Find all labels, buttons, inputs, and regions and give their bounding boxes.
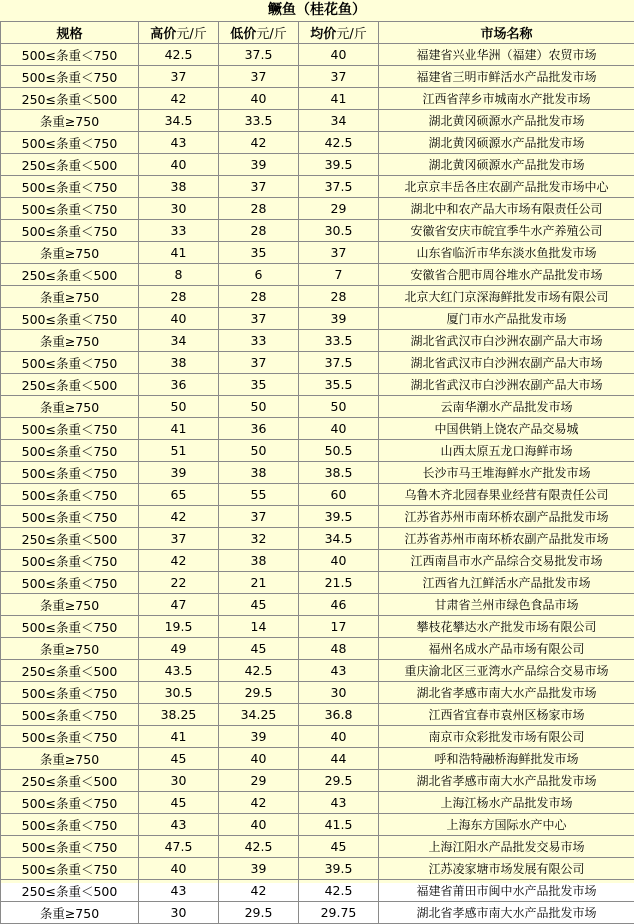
table-row [1, 858, 634, 880]
cell-market: 山东省临沂市华东淡水鱼批发市场 [379, 242, 634, 264]
table-row [1, 594, 634, 616]
cell-spec: 条重≥750 [1, 242, 139, 264]
table-row [1, 902, 634, 924]
header-low-label: 低价 [230, 27, 256, 42]
cell-spec: 500≤条重＜750 [1, 220, 139, 242]
table-row [1, 44, 634, 66]
cell-avg-price: 39.5 [299, 506, 379, 528]
cell-low-price: 33.5 [219, 110, 299, 132]
cell-spec: 条重≥750 [1, 748, 139, 770]
table-row [1, 110, 634, 132]
cell-low-price: 42 [219, 792, 299, 814]
cell-spec: 250≤条重＜500 [1, 880, 139, 902]
cell-avg-price: 30 [299, 682, 379, 704]
table-row [1, 396, 634, 418]
table-row [1, 660, 634, 682]
cell-high-price: 45 [139, 748, 219, 770]
cell-spec: 条重≥750 [1, 110, 139, 132]
header-market: 市场名称 [379, 22, 634, 44]
cell-market: 重庆渝北区三亚湾水产品综合交易市场 [379, 660, 634, 682]
cell-high-price: 28 [139, 286, 219, 308]
cell-market: 江苏省苏州市南环桥农副产品批发市场 [379, 506, 634, 528]
cell-low-price: 45 [219, 638, 299, 660]
table-body [1, 44, 634, 924]
cell-avg-price: 29.5 [299, 770, 379, 792]
cell-avg-price: 35.5 [299, 374, 379, 396]
cell-avg-price: 39.5 [299, 154, 379, 176]
header-low-unit: 元/斤 [256, 27, 286, 42]
cell-low-price: 33 [219, 330, 299, 352]
cell-spec: 250≤条重＜500 [1, 660, 139, 682]
cell-spec: 250≤条重＜500 [1, 154, 139, 176]
cell-avg-price: 44 [299, 748, 379, 770]
cell-high-price: 47.5 [139, 836, 219, 858]
table-row [1, 88, 634, 110]
cell-market: 江西省萍乡市城南水产批发市场 [379, 88, 634, 110]
cell-low-price: 34.25 [219, 704, 299, 726]
cell-market: 上海江阳水产品批发交易市场 [379, 836, 634, 858]
cell-high-price: 47 [139, 594, 219, 616]
cell-high-price: 33 [139, 220, 219, 242]
table-row [1, 748, 634, 770]
cell-avg-price: 41 [299, 88, 379, 110]
cell-low-price: 37 [219, 176, 299, 198]
cell-low-price: 39 [219, 858, 299, 880]
cell-spec: 500≤条重＜750 [1, 704, 139, 726]
cell-low-price: 39 [219, 154, 299, 176]
cell-low-price: 38 [219, 550, 299, 572]
table-row [1, 308, 634, 330]
cell-low-price: 29.5 [219, 682, 299, 704]
cell-market: 湖北省孝感市南大水产品批发市场 [379, 682, 634, 704]
cell-avg-price: 34.5 [299, 528, 379, 550]
cell-market: 北京大红门京深海鲜批发市场有限公司 [379, 286, 634, 308]
cell-avg-price: 29 [299, 198, 379, 220]
header-spec: 规格 [1, 22, 139, 44]
table-row [1, 198, 634, 220]
cell-market: 安徽省合肥市周谷堆水产品批发市场 [379, 264, 634, 286]
cell-high-price: 45 [139, 792, 219, 814]
cell-high-price: 50 [139, 396, 219, 418]
cell-spec: 条重≥750 [1, 594, 139, 616]
cell-high-price: 41 [139, 418, 219, 440]
cell-low-price: 29 [219, 770, 299, 792]
cell-spec: 条重≥750 [1, 902, 139, 924]
table-title: 鳜鱼（桂花鱼） [0, 0, 634, 21]
cell-low-price: 45 [219, 594, 299, 616]
cell-low-price: 14 [219, 616, 299, 638]
cell-low-price: 42 [219, 880, 299, 902]
cell-spec: 250≤条重＜500 [1, 770, 139, 792]
cell-high-price: 42 [139, 506, 219, 528]
cell-market: 上海东方国际水产中心 [379, 814, 634, 836]
cell-low-price: 28 [219, 198, 299, 220]
cell-high-price: 30 [139, 770, 219, 792]
table-row [1, 528, 634, 550]
cell-market: 福建省三明市鲜活水产品批发市场 [379, 66, 634, 88]
cell-spec: 500≤条重＜750 [1, 440, 139, 462]
cell-market: 江西省宜春市袁州区杨家市场 [379, 704, 634, 726]
cell-high-price: 8 [139, 264, 219, 286]
cell-spec: 500≤条重＜750 [1, 792, 139, 814]
header-high [139, 22, 219, 44]
cell-market: 北京京丰岳各庄农副产品批发市场中心 [379, 176, 634, 198]
cell-avg-price: 40 [299, 418, 379, 440]
cell-avg-price: 41.5 [299, 814, 379, 836]
cell-low-price: 50 [219, 396, 299, 418]
cell-avg-price: 39 [299, 308, 379, 330]
cell-high-price: 41 [139, 726, 219, 748]
cell-high-price: 22 [139, 572, 219, 594]
cell-spec: 条重≥750 [1, 286, 139, 308]
cell-avg-price: 36.8 [299, 704, 379, 726]
cell-high-price: 43 [139, 814, 219, 836]
table-row [1, 66, 634, 88]
cell-low-price: 28 [219, 286, 299, 308]
cell-low-price: 50 [219, 440, 299, 462]
cell-avg-price: 40 [299, 44, 379, 66]
table-row [1, 814, 634, 836]
cell-high-price: 42 [139, 88, 219, 110]
cell-market: 山西太原五龙口海鲜市场 [379, 440, 634, 462]
cell-avg-price: 40 [299, 726, 379, 748]
cell-avg-price: 39.5 [299, 858, 379, 880]
cell-high-price: 49 [139, 638, 219, 660]
cell-spec: 500≤条重＜750 [1, 44, 139, 66]
table-row [1, 616, 634, 638]
cell-market: 云南华潮水产品批发市场 [379, 396, 634, 418]
cell-market: 厦门市水产品批发市场 [379, 308, 634, 330]
cell-spec: 250≤条重＜500 [1, 88, 139, 110]
cell-low-price: 37 [219, 506, 299, 528]
cell-low-price: 42.5 [219, 660, 299, 682]
cell-market: 福州名成水产品市场有限公司 [379, 638, 634, 660]
table-row [1, 704, 634, 726]
cell-spec: 500≤条重＜750 [1, 858, 139, 880]
cell-market: 南京市众彩批发市场有限公司 [379, 726, 634, 748]
table-row [1, 286, 634, 308]
cell-high-price: 30 [139, 902, 219, 924]
cell-low-price: 35 [219, 374, 299, 396]
cell-market: 上海江杨水产品批发市场 [379, 792, 634, 814]
cell-low-price: 39 [219, 726, 299, 748]
table-row [1, 440, 634, 462]
cell-market: 湖北中和农产品大市场有限责任公司 [379, 198, 634, 220]
table-row [1, 506, 634, 528]
cell-low-price: 37.5 [219, 44, 299, 66]
cell-avg-price: 28 [299, 286, 379, 308]
table-row [1, 264, 634, 286]
cell-low-price: 37 [219, 66, 299, 88]
cell-low-price: 32 [219, 528, 299, 550]
cell-avg-price: 40 [299, 550, 379, 572]
cell-avg-price: 50.5 [299, 440, 379, 462]
table-row [1, 726, 634, 748]
table-row [1, 418, 634, 440]
cell-high-price: 37 [139, 528, 219, 550]
cell-high-price: 30.5 [139, 682, 219, 704]
cell-spec: 500≤条重＜750 [1, 462, 139, 484]
cell-spec: 500≤条重＜750 [1, 506, 139, 528]
cell-low-price: 40 [219, 814, 299, 836]
header-avg [299, 22, 379, 44]
cell-high-price: 40 [139, 308, 219, 330]
cell-low-price: 6 [219, 264, 299, 286]
cell-avg-price: 50 [299, 396, 379, 418]
table-row [1, 132, 634, 154]
cell-spec: 500≤条重＜750 [1, 308, 139, 330]
table-row [1, 836, 634, 858]
cell-low-price: 35 [219, 242, 299, 264]
cell-low-price: 40 [219, 88, 299, 110]
cell-avg-price: 17 [299, 616, 379, 638]
cell-avg-price: 21.5 [299, 572, 379, 594]
cell-low-price: 21 [219, 572, 299, 594]
cell-high-price: 36 [139, 374, 219, 396]
cell-avg-price: 42.5 [299, 132, 379, 154]
cell-high-price: 51 [139, 440, 219, 462]
cell-market: 江苏凌家塘市场发展有限公司 [379, 858, 634, 880]
cell-high-price: 34 [139, 330, 219, 352]
table-row [1, 462, 634, 484]
cell-high-price: 65 [139, 484, 219, 506]
cell-spec: 500≤条重＜750 [1, 418, 139, 440]
cell-market: 乌鲁木齐北园春果业经营有限责任公司 [379, 484, 634, 506]
cell-high-price: 41 [139, 242, 219, 264]
cell-market: 湖北省孝感市南大水产品批发市场 [379, 902, 634, 924]
cell-market: 中国供销上饶农产品交易城 [379, 418, 634, 440]
cell-high-price: 39 [139, 462, 219, 484]
cell-low-price: 37 [219, 308, 299, 330]
cell-spec: 250≤条重＜500 [1, 528, 139, 550]
cell-avg-price: 37.5 [299, 352, 379, 374]
cell-spec: 500≤条重＜750 [1, 836, 139, 858]
cell-market: 安徽省安庆市皖宜季牛水产养殖公司 [379, 220, 634, 242]
cell-high-price: 38.25 [139, 704, 219, 726]
cell-high-price: 42.5 [139, 44, 219, 66]
cell-spec: 500≤条重＜750 [1, 352, 139, 374]
cell-market: 湖北省武汉市白沙洲农副产品大市场 [379, 352, 634, 374]
table-row [1, 352, 634, 374]
cell-high-price: 43 [139, 880, 219, 902]
table-row [1, 220, 634, 242]
cell-market: 江西南昌市水产品综合交易批发市场 [379, 550, 634, 572]
cell-high-price: 38 [139, 176, 219, 198]
header-avg-label: 均价 [310, 27, 336, 42]
cell-low-price: 36 [219, 418, 299, 440]
table-row [1, 682, 634, 704]
cell-market: 湖北黄冈硕源水产品批发市场 [379, 132, 634, 154]
cell-market: 呼和浩特融桥海鲜批发市场 [379, 748, 634, 770]
cell-market: 湖北省武汉市白沙洲农副产品大市场 [379, 374, 634, 396]
cell-high-price: 43 [139, 132, 219, 154]
table-row [1, 770, 634, 792]
cell-market: 攀枝花攀达水产批发市场有限公司 [379, 616, 634, 638]
cell-avg-price: 43 [299, 660, 379, 682]
cell-avg-price: 34 [299, 110, 379, 132]
table-row [1, 330, 634, 352]
header-high-label: 高价 [150, 27, 176, 42]
table-row [1, 550, 634, 572]
cell-high-price: 42 [139, 550, 219, 572]
table-row [1, 154, 634, 176]
cell-avg-price: 37 [299, 242, 379, 264]
cell-spec: 500≤条重＜750 [1, 484, 139, 506]
cell-spec: 500≤条重＜750 [1, 682, 139, 704]
cell-avg-price: 38.5 [299, 462, 379, 484]
cell-spec: 条重≥750 [1, 638, 139, 660]
table-row [1, 792, 634, 814]
cell-spec: 500≤条重＜750 [1, 572, 139, 594]
cell-avg-price: 29.75 [299, 902, 379, 924]
cell-market: 长沙市马王堆海鲜水产批发市场 [379, 462, 634, 484]
cell-spec: 500≤条重＜750 [1, 814, 139, 836]
cell-high-price: 40 [139, 858, 219, 880]
header-row [1, 22, 634, 44]
cell-spec: 条重≥750 [1, 396, 139, 418]
header-avg-unit: 元/斤 [336, 27, 366, 42]
cell-avg-price: 48 [299, 638, 379, 660]
cell-spec: 条重≥750 [1, 330, 139, 352]
cell-market: 福建省莆田市闽中水产品批发市场 [379, 880, 634, 902]
cell-market: 江西省九江鲜活水产品批发市场 [379, 572, 634, 594]
cell-avg-price: 43 [299, 792, 379, 814]
cell-spec: 500≤条重＜750 [1, 176, 139, 198]
cell-market: 湖北黄冈硕源水产品批发市场 [379, 154, 634, 176]
table-row [1, 484, 634, 506]
cell-avg-price: 45 [299, 836, 379, 858]
cell-avg-price: 46 [299, 594, 379, 616]
cell-spec: 500≤条重＜750 [1, 726, 139, 748]
cell-low-price: 42.5 [219, 836, 299, 858]
cell-market: 湖北黄冈硕源水产品批发市场 [379, 110, 634, 132]
cell-spec: 500≤条重＜750 [1, 198, 139, 220]
cell-avg-price: 7 [299, 264, 379, 286]
cell-low-price: 40 [219, 748, 299, 770]
cell-low-price: 55 [219, 484, 299, 506]
table-row [1, 242, 634, 264]
cell-spec: 500≤条重＜750 [1, 132, 139, 154]
cell-market: 湖北省武汉市白沙洲农副产品大市场 [379, 330, 634, 352]
cell-avg-price: 37 [299, 66, 379, 88]
cell-low-price: 29.5 [219, 902, 299, 924]
cell-low-price: 37 [219, 352, 299, 374]
cell-avg-price: 30.5 [299, 220, 379, 242]
cell-spec: 250≤条重＜500 [1, 374, 139, 396]
header-low [219, 22, 299, 44]
cell-high-price: 19.5 [139, 616, 219, 638]
header-high-unit: 元/斤 [176, 27, 206, 42]
cell-high-price: 38 [139, 352, 219, 374]
cell-high-price: 43.5 [139, 660, 219, 682]
cell-spec: 250≤条重＜500 [1, 264, 139, 286]
cell-spec: 500≤条重＜750 [1, 550, 139, 572]
cell-low-price: 38 [219, 462, 299, 484]
cell-high-price: 34.5 [139, 110, 219, 132]
table-row [1, 638, 634, 660]
table-row [1, 572, 634, 594]
table-row [1, 176, 634, 198]
table-row [1, 374, 634, 396]
cell-avg-price: 42.5 [299, 880, 379, 902]
cell-avg-price: 60 [299, 484, 379, 506]
cell-market: 甘肃省兰州市绿色食品市场 [379, 594, 634, 616]
cell-market: 福建省兴业华洲（福建）农贸市场 [379, 44, 634, 66]
cell-low-price: 28 [219, 220, 299, 242]
cell-high-price: 30 [139, 198, 219, 220]
cell-market: 湖北省孝感市南大水产品批发市场 [379, 770, 634, 792]
cell-market: 江苏省苏州市南环桥农副产品批发市场 [379, 528, 634, 550]
cell-low-price: 42 [219, 132, 299, 154]
cell-high-price: 40 [139, 154, 219, 176]
cell-high-price: 37 [139, 66, 219, 88]
cell-spec: 500≤条重＜750 [1, 616, 139, 638]
cell-avg-price: 37.5 [299, 176, 379, 198]
cell-spec: 500≤条重＜750 [1, 66, 139, 88]
price-table [0, 21, 634, 924]
cell-avg-price: 33.5 [299, 330, 379, 352]
